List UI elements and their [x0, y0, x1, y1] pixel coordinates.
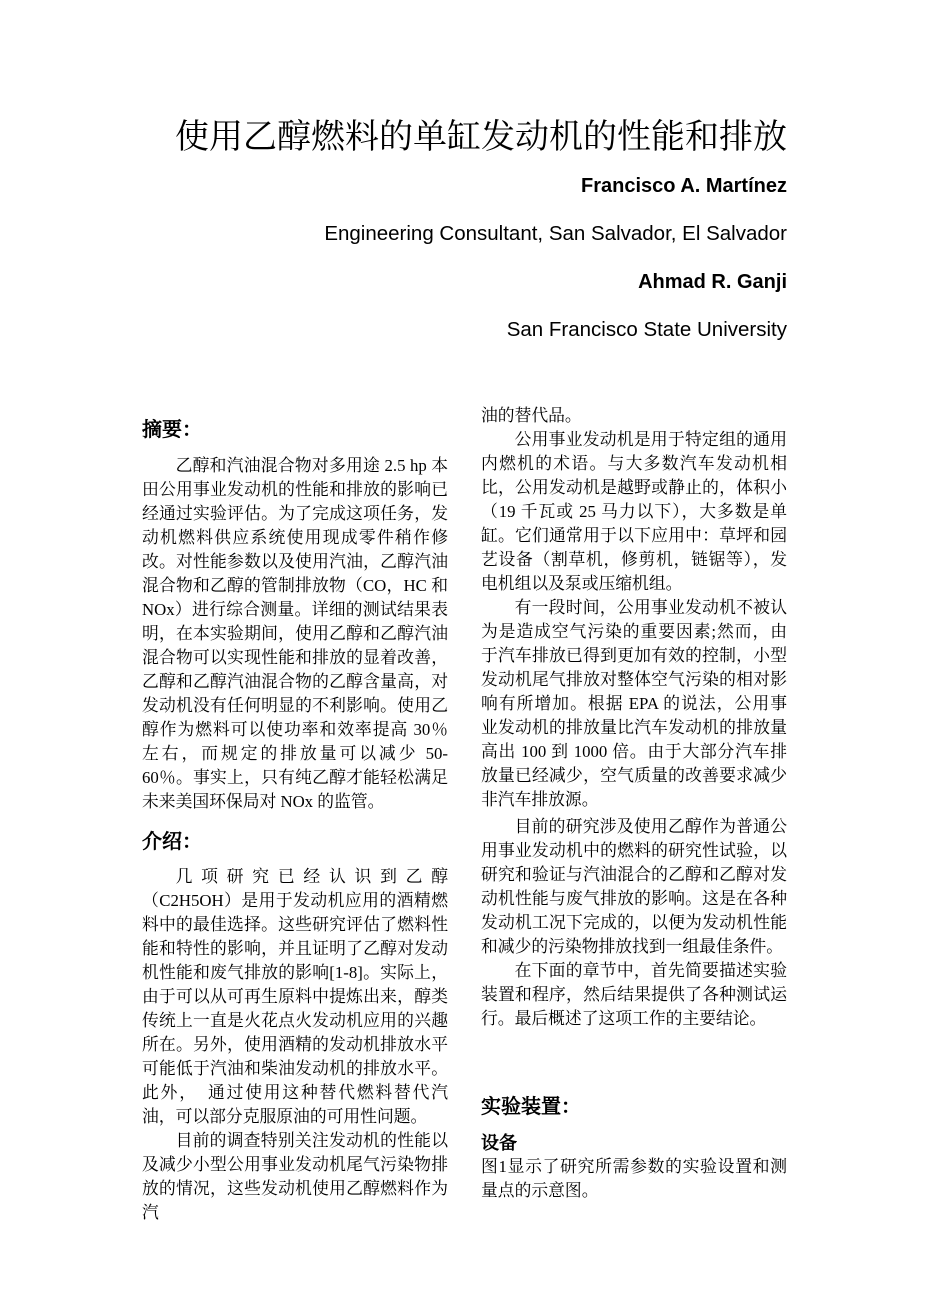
document-header — [142, 117, 787, 354]
introduction-paragraph-3: 公用事业发动机是用于特定组的通用内燃机的术语。与大多数汽车发动机相比，公用发动机是越野或静止的，体积小（19 千瓦或 25 马力以下），大多数是单缸。它们通常用于以下应用中：草坪和园艺设备（割草机，修剪机，链锯等），发电机组以及泵或压缩机组。 — [481, 430, 787, 593]
left-column — [142, 404, 448, 1225]
section-heading-experimental-setup: 实验装置： — [481, 1096, 581, 1118]
section-heading-abstract: 摘要： — [142, 419, 202, 441]
author-name-1: Francisco A. Martínez — [581, 175, 787, 197]
subsection-heading-equipment: 设备 — [481, 1133, 517, 1153]
right-column — [481, 404, 787, 1203]
introduction-paragraph-2-continued: 油的替代品。 — [481, 406, 582, 425]
abstract-paragraph: 乙醇和汽油混合物对多用途 2.5 hp 本田公用事业发动机的性能和排放的影响已经通过实验评估。为了完成这项任务，发动机燃料供应系统使用现成零件稍作修改。对性能参数以及使用汽油，乙醇汽油混合物和乙醇的管制排放物（CO，HC 和 NOx）进行综合测量。详细的测试结果表明，在本实验期间，使用乙醇和乙醇汽油混合物可以实现性能和排放的显着改善，乙醇和乙醇汽油混合物的乙醇含量高，对发动机没有任何明显的不利影响。使用乙醇作为燃料可以使功率和效率提高 30％左右，而规定的排放量可以减少 50-60％。事实上，只有纯乙醇才能轻松满足未来美国环保局对 NOx 的监管。 — [142, 456, 448, 811]
introduction-paragraph-5: 目前的研究涉及使用乙醇作为普通公用事业发动机中的燃料的研究性试验，以研究和验证与汽油混合的乙醇和乙醇对发动机性能与废气排放的影响。这是在各种发动机工况下完成的，以便为发动机性能和减少的污染物排放找到一组最佳条件。 — [481, 817, 787, 956]
author-affiliation-2: San Francisco State University — [506, 318, 787, 341]
introduction-paragraph-4: 有一段时间，公用事业发动机不被认为是造成空气污染的重要因素;然而，由于汽车排放已得到更加有效的控制，小型发动机尾气排放对整体空气污染的相对影响有所增加。根据 EPA 的说法，公用事业发动机的排放量比汽车发动机的排放量高出 100 到 1000 倍。由于大部分汽车排放量已经减少，空气质量的改善要求减少非汽车排放源。 — [481, 598, 787, 809]
section-heading-introduction: 介绍： — [142, 831, 202, 853]
introduction-paragraph-6: 在下面的章节中，首先简要描述实验装置和程序，然后结果提供了各种测试运行。最后概述了这项工作的主要结论。 — [481, 961, 787, 1028]
paper-title: 使用乙醇燃料的单缸发动机的性能和排放 — [175, 118, 787, 156]
introduction-paragraph-2: 目前的调查特别关注发动机的性能以及减少小型公用事业发动机尾气污染物排放的情况，这些发动机使用乙醇燃料作为汽 — [142, 1131, 448, 1222]
author-name-2: Ahmad R. Ganji — [638, 271, 787, 293]
author-affiliation-1: Engineering Consultant, San Salvador, El Salvador — [324, 222, 787, 245]
introduction-paragraph-1: 几项研究已经认识到乙醇（C2H5OH）是用于发动机应用的酒精燃料中的最佳选择。这些研究评估了燃料性能和特性的影响，并且证明了乙醇对发动机性能和废气排放的影响[1-8]。实际上，由于可以从可再生原料中提炼出来，醇类传统上一直是火花点火发动机应用的兴趣所在。另外，使用酒精的发动机排放水平可能低于汽油和柴油发动机的排放水平。此外， 通过使用这种替代燃料替代汽油，可以部分克服原油的可用性问题。 — [142, 867, 448, 1126]
equipment-paragraph: 图1显示了研究所需参数的实验设置和测量点的示意图。 — [481, 1157, 787, 1200]
